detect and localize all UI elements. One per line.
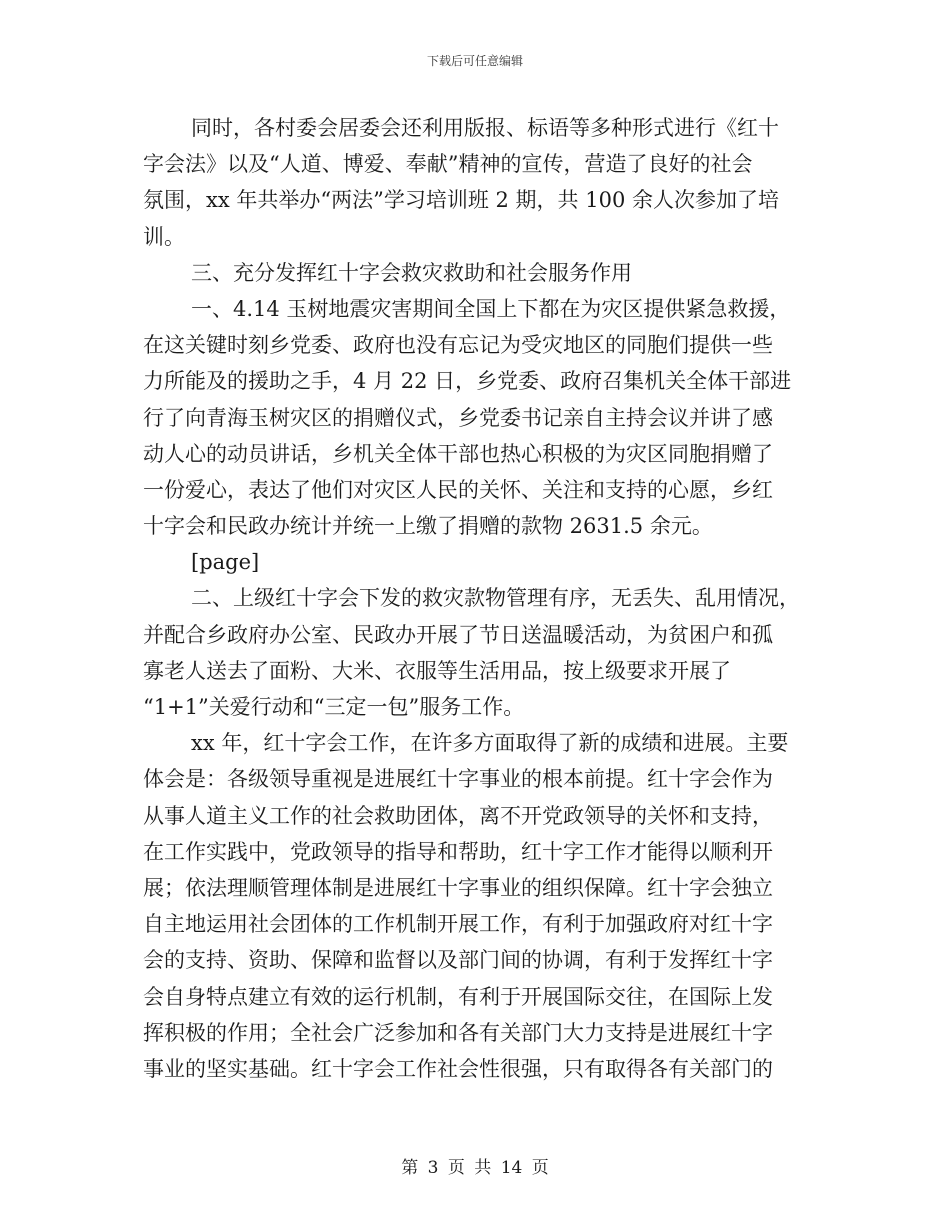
text-line: 会的支持、资助、保障和监督以及部门间的协调，有利于发挥红十字 — [143, 948, 773, 973]
text-line: 自主地运用社会团体的工作机制开展工作，有利于加强政府对红十字 — [143, 912, 773, 937]
text-line: 一、4.14 玉树地震灾害期间全国上下都在为灾区提供紧急救援， — [191, 296, 791, 321]
text-line: 一份爱心，表达了他们对灾区人民的关怀、关注和支持的心愿，乡红 — [143, 477, 773, 502]
text-line: 寡老人送去了面粉、大米、衣服等生活用品，按上级要求开展了 — [143, 658, 731, 683]
text-line: 事业的坚实基础。红十字会工作社会性很强，只有取得各有关部门的 — [143, 1056, 773, 1081]
text-line: 体会是：各级领导重视是进展红十字事业的根本前提。红十字会作为 — [143, 767, 773, 792]
text-line: 会自身特点建立有效的运行机制，有利于开展国际交往，在国际上发 — [143, 984, 773, 1009]
text-line: 挥积极的作用；全社会广泛参加和各有关部门大力支持是进展红十字 — [143, 1020, 773, 1045]
text-line: 字会法》以及“人道、博爱、奉献”精神的宣传，营造了良好的社会 — [143, 152, 753, 177]
document-body — [143, 110, 807, 1087]
text-line: 动人心的动员讲话，乡机关全体干部也热心积极的为灾区同胞捐赠了 — [143, 441, 773, 466]
text-line: “1+1”关爱行动和“三定一包”服务工作。 — [143, 695, 525, 719]
text-line: 在工作实践中，党政领导的指导和帮助，红十字工作才能得以顺利开 — [143, 839, 773, 864]
page-header: 下载后可任意编辑 — [426, 54, 523, 68]
text-line: xx 年，红十字会工作，在许多方面取得了新的成绩和进展。主要 — [191, 731, 789, 756]
text-line: 二、上级红十字会下发的救灾款物管理有序，无丢失、乱用情况， — [191, 586, 800, 611]
text-line: 并配合乡政府办公室、民政办开展了节日送温暖活动，为贫困户和孤 — [143, 622, 773, 647]
text-line: 力所能及的援助之手，4 月 22 日，乡党委、政府召集机关全体干部进 — [143, 369, 792, 394]
text-line: 从事人道主义工作的社会救助团体，离不开党政领导的关怀和支持， — [143, 803, 773, 828]
text-line: 氛围，xx 年共举办“两法”学习培训班 2 期，共 100 余人次参加了培 — [143, 188, 779, 213]
text-line: 在这关键时刻乡党委、政府也没有忘记为受灾地区的同胞们提供一些 — [143, 333, 773, 358]
text-line: 行了向青海玉树灾区的捐赠仪式，乡党委书记亲自主持会议并讲了感 — [143, 405, 773, 430]
page-marker: [page] — [191, 550, 260, 575]
text-line: 同时，各村委会居委会还利用版报、标语等多种形式进行《红十 — [191, 116, 779, 140]
text-line: 训。 — [143, 224, 185, 249]
section-heading: 三、充分发挥红十字会救灾救助和社会服务作用 — [191, 260, 632, 285]
page-footer: 第 3 页 共 14 页 — [401, 1158, 549, 1178]
text-line: 展；依法理顺管理体制是进展红十字事业的组织保障。红十字会独立 — [143, 875, 773, 900]
text-line: 十字会和民政办统计并统一上缴了捐赠的款物 2631.5 余元。 — [143, 514, 713, 539]
